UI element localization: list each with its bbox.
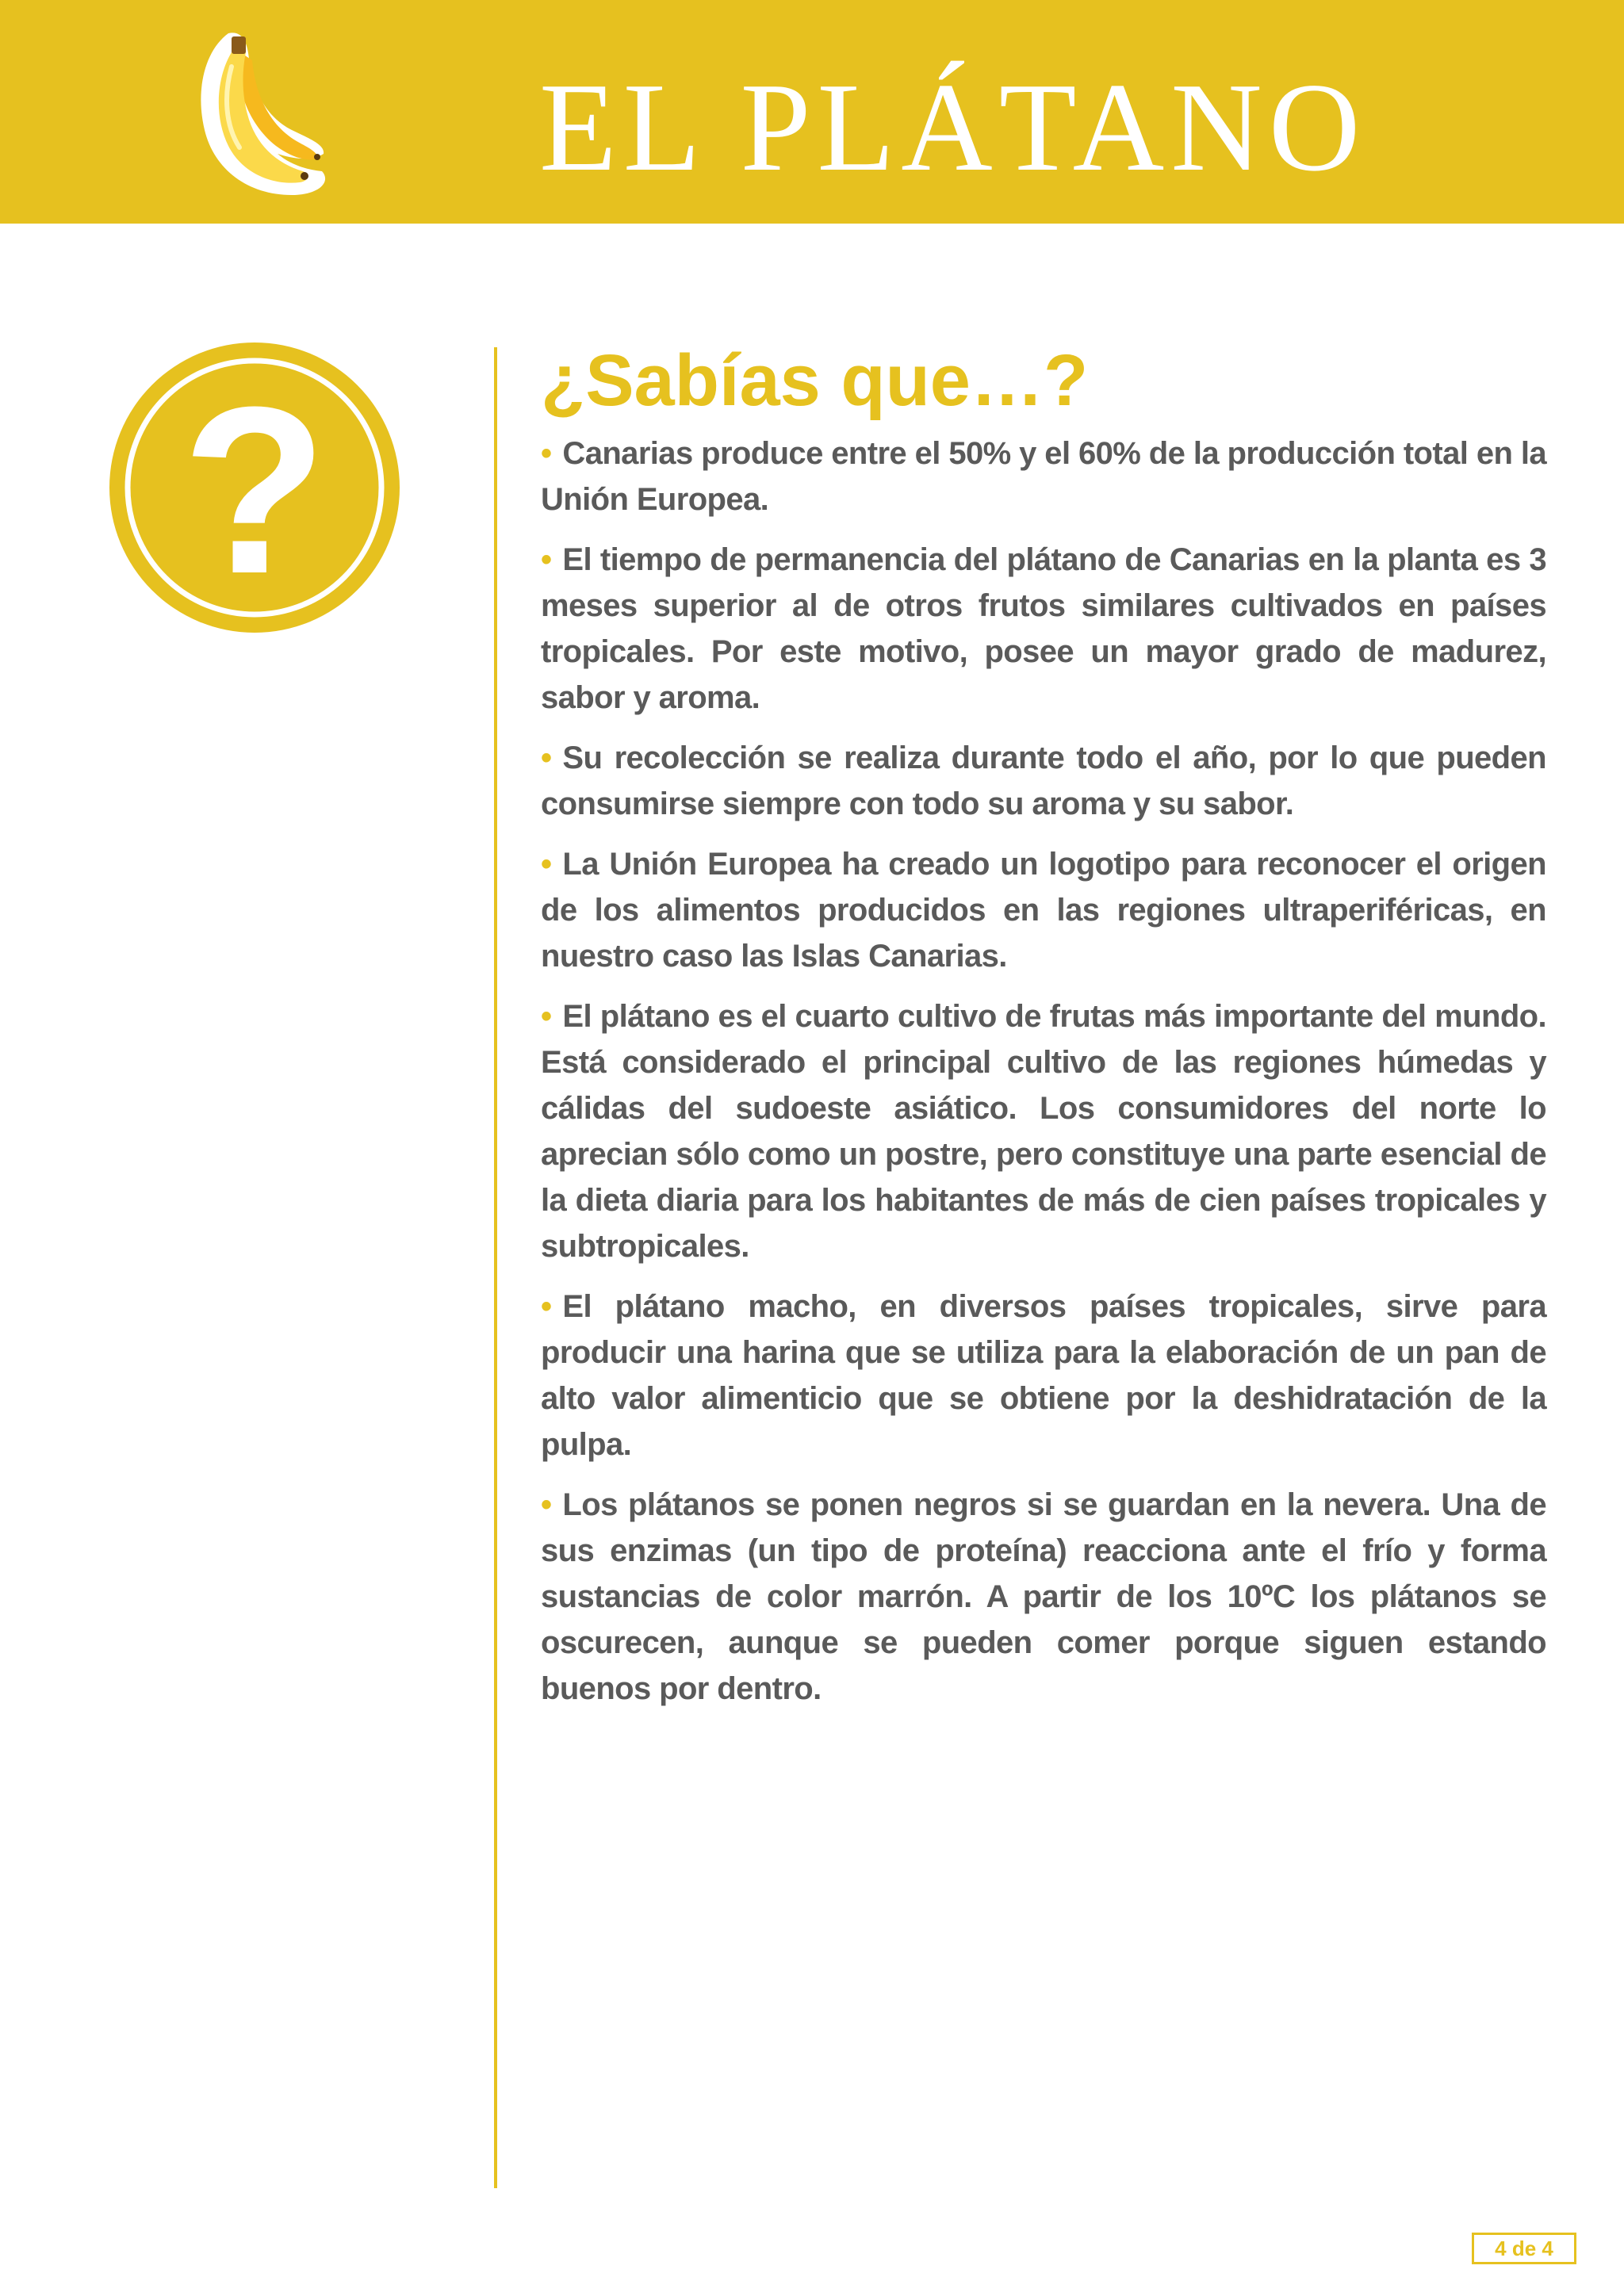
vertical-divider	[494, 347, 497, 2188]
fact-text: Canarias produce entre el 50% y el 60% de la producción total en la Unión Europea.	[541, 436, 1546, 517]
list-item	[541, 1284, 1546, 1468]
list-item	[541, 735, 1546, 827]
fact-text: La Unión Europea ha creado un logotipo para reconocer el origen de los alimentos producidos en las regiones ultraperiféricas, en nuestro caso las Islas Canarias.	[541, 847, 1546, 974]
banana-icon	[173, 19, 331, 209]
list-item	[541, 1482, 1546, 1712]
fact-text: El plátano es el cuarto cultivo de frutas más importante del mundo. Está considerado el principal cultivo de las regiones húmedas y cálidas del sudoeste asiático. Los consumidores del norte lo aprecian sólo como un postre, pero constituye una parte esencial de la dieta diaria para los habitantes de más de cien países tropicales y subtropicales.	[541, 999, 1546, 1264]
bullet-icon: •	[541, 999, 552, 1034]
bullet-icon: •	[541, 1289, 552, 1324]
bullet-icon: •	[541, 1487, 552, 1522]
fact-list	[541, 430, 1546, 1712]
question-mark-icon	[108, 341, 401, 634]
bullet-icon: •	[541, 847, 552, 882]
bullet-icon: •	[541, 542, 552, 577]
main-content	[541, 337, 1546, 1726]
section-heading: ¿Sabías que…?	[541, 340, 1089, 421]
fact-text: Su recolección se realiza durante todo el año, por lo que pueden consumirse siempre con todo su aroma y su sabor.	[541, 740, 1546, 821]
page-header	[0, 0, 1624, 224]
page-number: 4 de 4	[1472, 2233, 1576, 2264]
fact-text: El tiempo de permanencia del plátano de Canarias en la planta es 3 meses superior al de otros frutos similares cultivados en países tropicales. Por este motivo, posee un mayor grado de madurez, sabor y aroma.	[541, 542, 1546, 715]
bullet-icon: •	[541, 740, 552, 775]
bullet-icon: •	[541, 436, 552, 471]
page-title: EL PLÁTANO	[539, 56, 1367, 197]
fact-text: Los plátanos se ponen negros si se guardan en la nevera. Una de sus enzimas (un tipo de proteína) reacciona ante el frío y forma sustancias de color marrón. A partir de los 10ºC los plátanos se oscurecen, aunque se pueden comer porque siguen estando buenos por dentro.	[541, 1487, 1546, 1706]
list-item	[541, 430, 1546, 522]
list-item	[541, 993, 1546, 1269]
list-item	[541, 841, 1546, 979]
question-mark-glyph: ?	[182, 357, 327, 623]
fact-text: El plátano macho, en diversos países tropicales, sirve para producir una harina que se utiliza para la elaboración de un pan de alto valor alimenticio que se obtiene por la deshidratación de la pulpa.	[541, 1289, 1546, 1462]
list-item	[541, 537, 1546, 721]
